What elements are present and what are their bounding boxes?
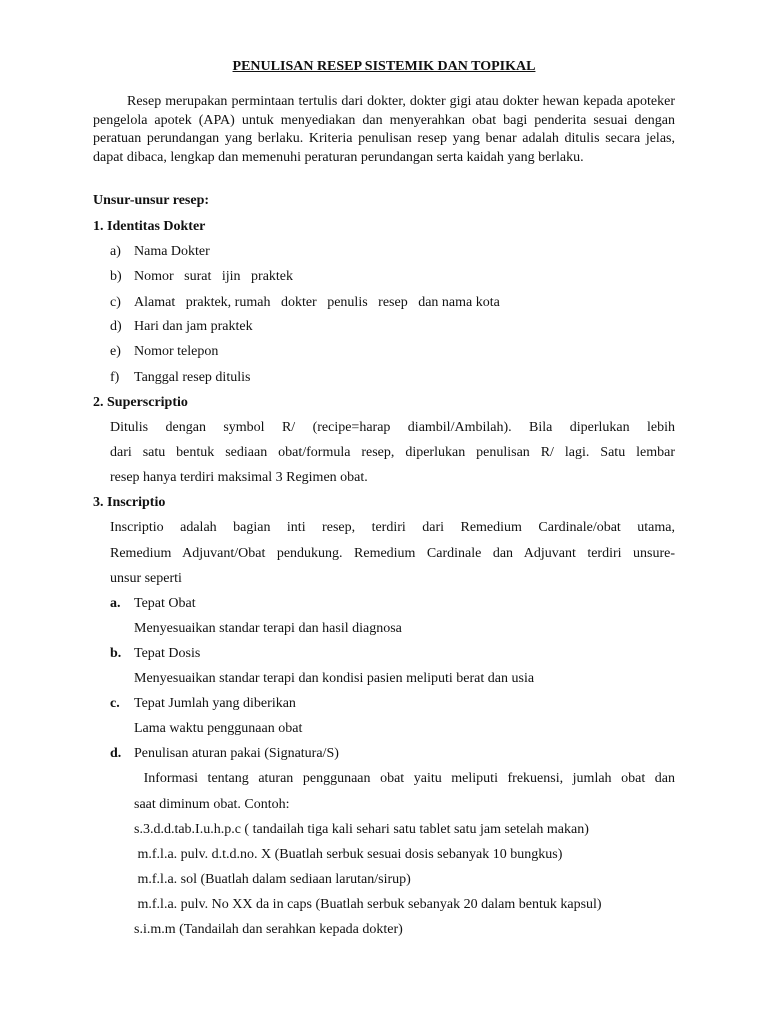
list-item-letter: b)	[110, 269, 122, 284]
example-line: s.3.d.d.tab.I.u.h.p.c ( tandailah tiga kali sehari satu tablet satu jam setelah makan)	[134, 822, 589, 837]
list-item-text: Nama Dokter	[134, 244, 210, 259]
intro-text: Resep merupakan permintaan tertulis dari dokter, dokter gigi atau dokter hewan kepada apoteker pengelola apotek (APA) untuk menyediakan dan menyerahkan obat bagi penderita sesuai dengan peratuan perundangan yang berlaku. Kriteria penulisan resep yang benar adalah ditulis secara jelas, dapat dibaca, lengkap dan memenuhi peraturan perundangan serta kaidah yang berlaku.	[93, 94, 675, 165]
subitem-desc: Lama waktu penggunaan obat	[134, 721, 303, 736]
subitem-title: Tepat Jumlah yang diberikan	[134, 696, 296, 711]
subitem-title: Tepat Dosis	[134, 646, 201, 661]
signatura-line: saat diminum obat. Contoh:	[134, 797, 290, 812]
section-2-line: resep hanya terdiri maksimal 3 Regimen obat.	[110, 470, 368, 485]
subitem-letter: d.	[110, 746, 122, 761]
subitem-desc: Menyesuaikan standar terapi dan kondisi pasien meliputi berat dan usia	[134, 671, 535, 686]
subitem-desc: Menyesuaikan standar terapi dan hasil diagnosa	[134, 621, 402, 636]
section-3-heading: 3. Inscriptio	[93, 495, 166, 510]
subitem-letter: a.	[110, 596, 121, 611]
list-item-letter: c)	[110, 295, 121, 310]
list-item-letter: f)	[110, 370, 120, 385]
list-item-letter: d)	[110, 319, 122, 334]
example-line: m.f.l.a. sol (Buatlah dalam sediaan larutan/sirup)	[134, 872, 411, 887]
section-3-line: Inscriptio adalah bagian inti resep, terdiri dari Remedium Cardinale/obat utama,	[110, 520, 675, 535]
section-3-line: Remedium Adjuvant/Obat pendukung. Remedium Cardinale dan Adjuvant terdiri unsure-	[110, 546, 675, 561]
subitem-title: Tepat Obat	[134, 596, 196, 611]
document-title: PENULISAN RESEP SISTEMIK DAN TOPIKAL	[232, 59, 536, 74]
subitem-title: Penulisan aturan pakai (Signatura/S)	[134, 746, 339, 761]
list-item-text: Tanggal resep ditulis	[134, 370, 251, 385]
example-line: s.i.m.m (Tandailah dan serahkan kepada dokter)	[134, 922, 403, 937]
example-line: m.f.l.a. pulv. No XX da in caps (Buatlah serbuk sebanyak 20 dalam bentuk kapsul)	[134, 897, 602, 912]
section-2-line: dari satu bentuk sediaan obat/formula resep, diperlukan penulisan R/ lagi. Satu lembar	[110, 445, 675, 460]
section-1-heading: 1. Identitas Dokter	[93, 219, 206, 234]
list-item-text: Alamat praktek, rumah dokter penulis resep dan nama kota	[134, 295, 500, 310]
intro-paragraph	[93, 93, 675, 167]
list-item-text: Nomor telepon	[134, 344, 219, 359]
list-item-letter: e)	[110, 344, 121, 359]
section-2-line: Ditulis dengan symbol R/ (recipe=harap diambil/Ambilah). Bila diperlukan lebih	[110, 420, 675, 435]
unsur-heading: Unsur-unsur resep:	[93, 193, 210, 208]
section-3-line: unsur seperti	[110, 571, 182, 586]
example-line: m.f.l.a. pulv. d.t.d.no. X (Buatlah serbuk sesuai dosis sebanyak 10 bungkus)	[134, 847, 563, 862]
list-item-letter: a)	[110, 244, 121, 259]
list-item-text: Hari dan jam praktek	[134, 319, 253, 334]
subitem-letter: b.	[110, 646, 122, 661]
signatura-line: Informasi tentang aturan penggunaan obat yaitu meliputi frekuensi, jumlah obat dan	[134, 771, 675, 786]
subitem-letter: c.	[110, 696, 120, 711]
list-item-text: Nomor surat ijin praktek	[134, 269, 294, 284]
section-2-heading: 2. Superscriptio	[93, 395, 188, 410]
